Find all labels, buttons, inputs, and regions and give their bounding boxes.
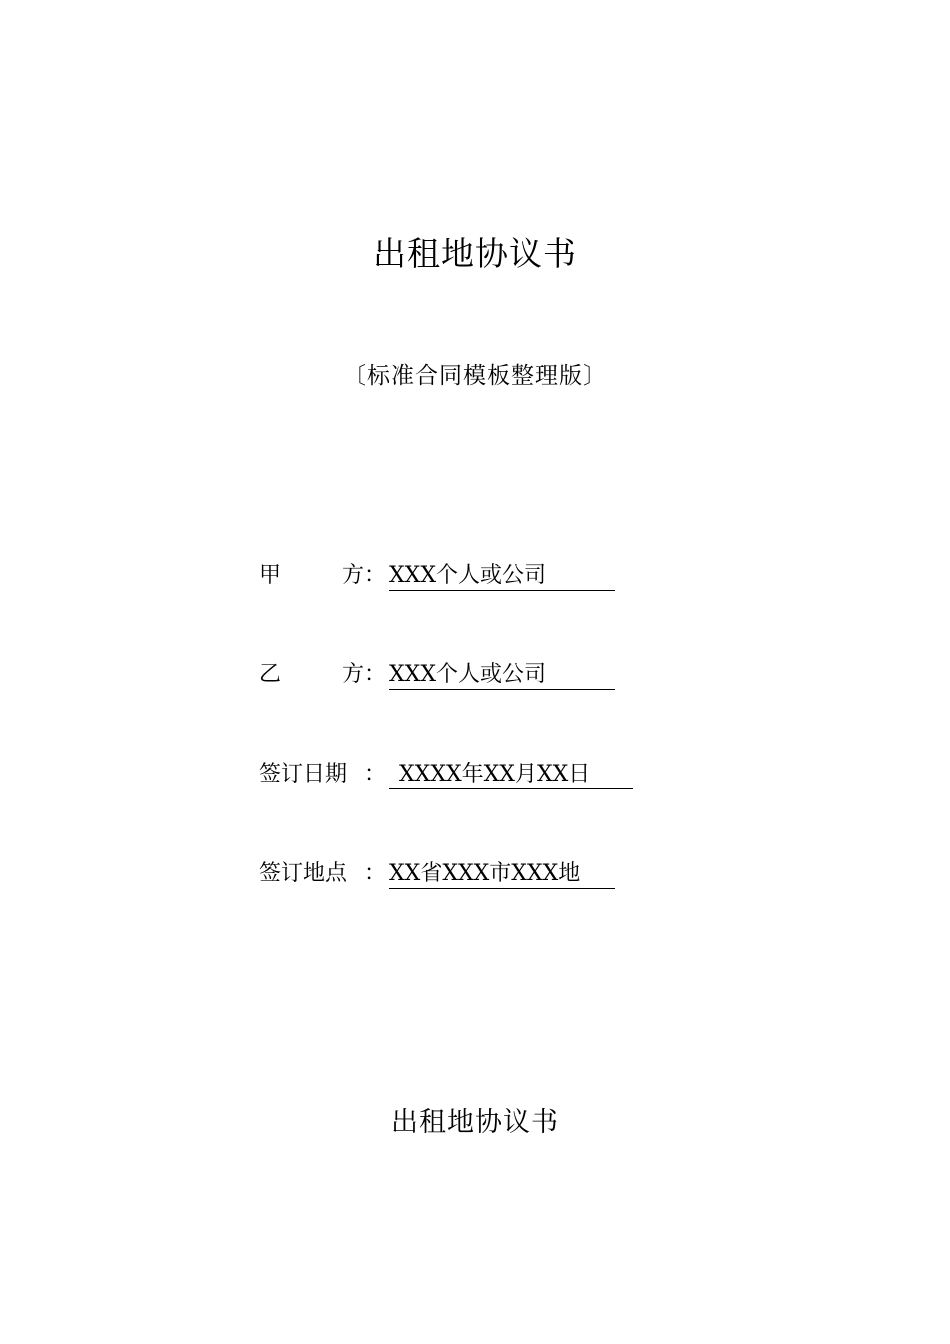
cover-subtitle: 〔标准合同模板整理版〕 (343, 363, 607, 389)
signing-date-label: 签订日期 (259, 762, 348, 787)
party-b-label (259, 659, 364, 691)
signing-place-field (259, 858, 615, 890)
party-b-label-first: 乙 (259, 662, 282, 687)
party-a-label (259, 560, 364, 592)
signing-date-value: XXXX年XX月XX日 (389, 762, 633, 789)
cover-title: 出租地协议书 (373, 234, 577, 273)
signing-date-field (259, 759, 633, 791)
party-b-field (259, 659, 615, 691)
body-title: 出租地协议书 (391, 1107, 559, 1138)
party-a-label-last: 方 (341, 563, 364, 588)
party-a-field (259, 560, 615, 592)
party-b-value: XXX个人或公司 (389, 662, 615, 690)
party-a-colon: ： (364, 563, 387, 588)
party-a-label-first: 甲 (259, 563, 282, 588)
signing-place-value: XX省XXX市XXX地 (389, 861, 615, 889)
party-b-label-last: 方 (341, 662, 364, 687)
signing-place-colon: ： (364, 861, 387, 886)
signing-place-label: 签订地点 (259, 861, 348, 886)
signing-date-colon: ： (364, 762, 387, 787)
party-b-colon: ： (364, 662, 387, 687)
party-a-value: XXX个人或公司 (389, 563, 615, 591)
